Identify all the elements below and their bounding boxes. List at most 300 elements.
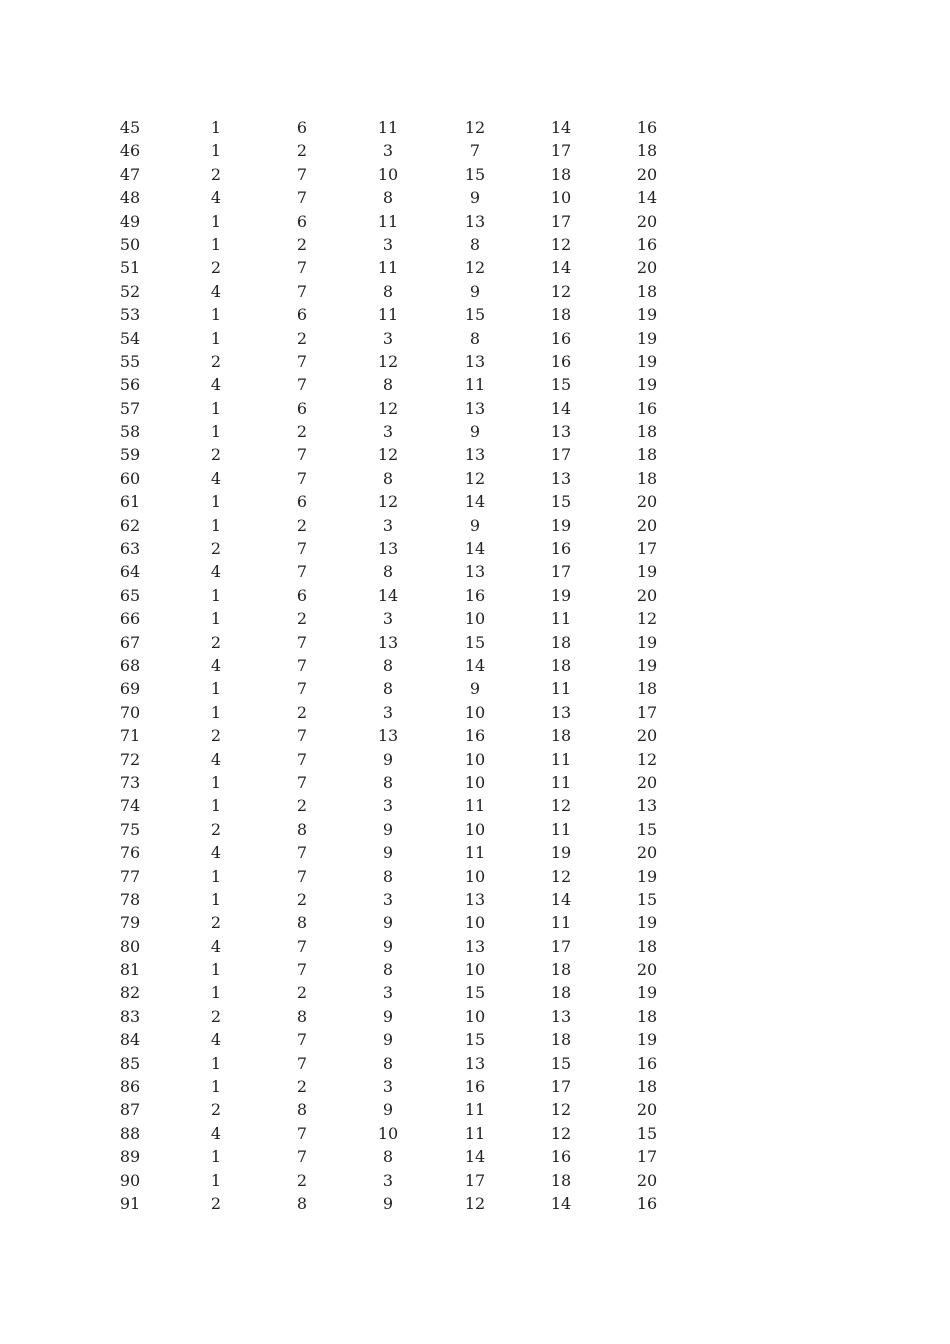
row-index-cell: 75 xyxy=(119,819,141,839)
table-cell: 14 xyxy=(550,1193,572,1213)
table-cell: 8 xyxy=(296,819,308,839)
row-index-cell: 71 xyxy=(119,726,141,746)
table-cell: 9 xyxy=(382,843,394,863)
row-index-cell: 55 xyxy=(119,351,141,371)
table-row xyxy=(0,748,950,771)
table-cell: 8 xyxy=(296,913,308,933)
table-cell: 7 xyxy=(296,960,308,980)
table-cell: 19 xyxy=(636,632,658,652)
table-cell: 4 xyxy=(210,188,222,208)
table-cell: 8 xyxy=(296,1100,308,1120)
table-cell: 11 xyxy=(550,913,572,933)
table-cell: 17 xyxy=(550,936,572,956)
table-cell: 18 xyxy=(550,305,572,325)
row-index-cell: 84 xyxy=(119,1030,141,1050)
table-cell: 3 xyxy=(382,983,394,1003)
table-cell: 6 xyxy=(296,211,308,231)
table-cell: 20 xyxy=(636,1100,658,1120)
table-cell: 1 xyxy=(210,422,222,442)
table-cell: 13 xyxy=(464,445,486,465)
table-cell: 18 xyxy=(550,1170,572,1190)
table-cell: 4 xyxy=(210,281,222,301)
table-cell: 17 xyxy=(636,1147,658,1167)
table-cell: 19 xyxy=(636,562,658,582)
row-index-cell: 59 xyxy=(119,445,141,465)
table-row xyxy=(0,373,950,396)
table-cell: 9 xyxy=(469,422,481,442)
table-cell: 14 xyxy=(464,539,486,559)
row-index-cell: 73 xyxy=(119,772,141,792)
table-cell: 19 xyxy=(636,913,658,933)
table-row xyxy=(0,210,950,233)
table-cell: 2 xyxy=(210,1006,222,1026)
row-index-cell: 54 xyxy=(119,328,141,348)
table-cell: 11 xyxy=(464,796,486,816)
table-cell: 20 xyxy=(636,211,658,231)
table-cell: 1 xyxy=(210,772,222,792)
table-cell: 7 xyxy=(296,1030,308,1050)
table-cell: 13 xyxy=(550,1006,572,1026)
table-cell: 16 xyxy=(550,328,572,348)
table-cell: 7 xyxy=(296,632,308,652)
table-row xyxy=(0,443,950,466)
table-cell: 9 xyxy=(382,913,394,933)
table-row xyxy=(0,163,950,186)
row-index-cell: 86 xyxy=(119,1077,141,1097)
table-cell: 20 xyxy=(636,164,658,184)
table-cell: 14 xyxy=(464,655,486,675)
table-cell: 6 xyxy=(296,118,308,137)
table-cell: 13 xyxy=(550,422,572,442)
table-row xyxy=(0,1075,950,1098)
table-cell: 11 xyxy=(377,211,399,231)
table-cell: 18 xyxy=(636,141,658,161)
table-row xyxy=(0,467,950,490)
row-index-cell: 70 xyxy=(119,702,141,722)
table-cell: 15 xyxy=(464,632,486,652)
row-index-cell: 81 xyxy=(119,960,141,980)
table-cell: 7 xyxy=(296,772,308,792)
table-cell: 14 xyxy=(377,585,399,605)
table-cell: 7 xyxy=(296,164,308,184)
table-cell: 11 xyxy=(464,1123,486,1143)
table-cell: 13 xyxy=(636,796,658,816)
table-row xyxy=(0,701,950,724)
table-cell: 12 xyxy=(550,866,572,886)
table-cell: 4 xyxy=(210,468,222,488)
table-row xyxy=(0,584,950,607)
row-index-cell: 87 xyxy=(119,1100,141,1120)
table-cell: 3 xyxy=(382,328,394,348)
table-row xyxy=(0,1145,950,1168)
table-row xyxy=(0,514,950,537)
table-cell: 10 xyxy=(464,819,486,839)
table-cell: 4 xyxy=(210,1030,222,1050)
table-cell: 4 xyxy=(210,562,222,582)
table-row xyxy=(0,139,950,162)
table-row xyxy=(0,794,950,817)
row-index-cell: 90 xyxy=(119,1170,141,1190)
table-cell: 12 xyxy=(464,258,486,278)
row-index-cell: 69 xyxy=(119,679,141,699)
table-cell: 14 xyxy=(550,118,572,137)
table-cell: 17 xyxy=(550,445,572,465)
row-index-cell: 57 xyxy=(119,398,141,418)
table-cell: 2 xyxy=(296,889,308,909)
table-cell: 17 xyxy=(550,1077,572,1097)
table-cell: 9 xyxy=(469,188,481,208)
table-cell: 7 xyxy=(296,351,308,371)
row-index-cell: 56 xyxy=(119,375,141,395)
table-cell: 10 xyxy=(550,188,572,208)
table-cell: 7 xyxy=(296,726,308,746)
table-cell: 18 xyxy=(636,422,658,442)
table-cell: 11 xyxy=(550,749,572,769)
table-row xyxy=(0,537,950,560)
table-cell: 1 xyxy=(210,515,222,535)
table-cell: 18 xyxy=(550,983,572,1003)
table-cell: 13 xyxy=(377,632,399,652)
table-cell: 15 xyxy=(464,305,486,325)
table-cell: 11 xyxy=(550,819,572,839)
table-cell: 4 xyxy=(210,843,222,863)
table-cell: 8 xyxy=(382,562,394,582)
table-cell: 11 xyxy=(464,1100,486,1120)
table-cell: 9 xyxy=(382,1030,394,1050)
table-cell: 17 xyxy=(550,562,572,582)
table-cell: 18 xyxy=(550,1030,572,1050)
table-cell: 9 xyxy=(469,515,481,535)
table-cell: 3 xyxy=(382,515,394,535)
row-index-cell: 58 xyxy=(119,422,141,442)
table-cell: 15 xyxy=(464,1030,486,1050)
table-row xyxy=(0,490,950,513)
table-cell: 15 xyxy=(464,164,486,184)
table-cell: 10 xyxy=(464,960,486,980)
row-index-cell: 48 xyxy=(119,188,141,208)
table-row xyxy=(0,631,950,654)
table-row xyxy=(0,607,950,630)
table-row xyxy=(0,233,950,256)
table-cell: 2 xyxy=(296,328,308,348)
table-cell: 18 xyxy=(550,655,572,675)
table-cell: 9 xyxy=(382,936,394,956)
table-row xyxy=(0,1028,950,1051)
table-cell: 11 xyxy=(464,843,486,863)
table-cell: 12 xyxy=(377,398,399,418)
table-cell: 12 xyxy=(377,445,399,465)
table-row xyxy=(0,116,950,139)
table-cell: 17 xyxy=(550,141,572,161)
table-cell: 16 xyxy=(464,726,486,746)
table-cell: 13 xyxy=(464,1053,486,1073)
table-cell: 11 xyxy=(377,118,399,137)
table-cell: 8 xyxy=(382,655,394,675)
row-index-cell: 78 xyxy=(119,889,141,909)
table-cell: 7 xyxy=(296,188,308,208)
table-cell: 16 xyxy=(636,398,658,418)
table-cell: 7 xyxy=(296,1123,308,1143)
table-cell: 11 xyxy=(377,258,399,278)
table-cell: 8 xyxy=(382,679,394,699)
table-cell: 9 xyxy=(469,281,481,301)
table-cell: 8 xyxy=(382,468,394,488)
table-cell: 4 xyxy=(210,655,222,675)
table-cell: 15 xyxy=(636,819,658,839)
table-cell: 12 xyxy=(464,468,486,488)
table-cell: 8 xyxy=(382,375,394,395)
table-cell: 12 xyxy=(550,796,572,816)
table-cell: 15 xyxy=(550,1053,572,1073)
table-row xyxy=(0,280,950,303)
table-cell: 15 xyxy=(636,889,658,909)
table-cell: 1 xyxy=(210,234,222,254)
table-cell: 2 xyxy=(296,422,308,442)
table-cell: 3 xyxy=(382,1170,394,1190)
table-cell: 19 xyxy=(636,351,658,371)
table-cell: 3 xyxy=(382,796,394,816)
table-cell: 18 xyxy=(550,632,572,652)
row-index-cell: 82 xyxy=(119,983,141,1003)
table-cell: 20 xyxy=(636,960,658,980)
table-cell: 8 xyxy=(382,866,394,886)
table-cell: 9 xyxy=(382,1193,394,1213)
row-index-cell: 53 xyxy=(119,305,141,325)
table-cell: 10 xyxy=(464,913,486,933)
table-cell: 10 xyxy=(464,866,486,886)
table-cell: 8 xyxy=(296,1193,308,1213)
table-cell: 19 xyxy=(550,585,572,605)
row-index-cell: 66 xyxy=(119,609,141,629)
row-index-cell: 62 xyxy=(119,515,141,535)
table-cell: 13 xyxy=(464,351,486,371)
table-cell: 2 xyxy=(296,796,308,816)
table-cell: 7 xyxy=(296,655,308,675)
row-index-cell: 72 xyxy=(119,749,141,769)
table-cell: 16 xyxy=(636,234,658,254)
table-cell: 13 xyxy=(464,562,486,582)
table-cell: 20 xyxy=(636,726,658,746)
table-cell: 2 xyxy=(296,983,308,1003)
table-cell: 12 xyxy=(464,1193,486,1213)
table-cell: 20 xyxy=(636,515,658,535)
table-cell: 1 xyxy=(210,211,222,231)
table-row xyxy=(0,186,950,209)
table-row xyxy=(0,724,950,747)
table-cell: 20 xyxy=(636,1170,658,1190)
table-cell: 2 xyxy=(296,1077,308,1097)
table-cell: 10 xyxy=(377,164,399,184)
table-cell: 2 xyxy=(296,702,308,722)
table-cell: 1 xyxy=(210,305,222,325)
table-cell: 15 xyxy=(550,375,572,395)
table-cell: 7 xyxy=(296,1147,308,1167)
table-cell: 7 xyxy=(296,843,308,863)
table-cell: 2 xyxy=(296,515,308,535)
table-row xyxy=(0,771,950,794)
table-cell: 15 xyxy=(464,983,486,1003)
table-cell: 12 xyxy=(550,234,572,254)
table-cell: 7 xyxy=(296,1053,308,1073)
table-cell: 14 xyxy=(464,492,486,512)
table-cell: 18 xyxy=(636,1077,658,1097)
row-index-cell: 51 xyxy=(119,258,141,278)
table-cell: 13 xyxy=(464,398,486,418)
table-cell: 8 xyxy=(382,1147,394,1167)
table-cell: 20 xyxy=(636,585,658,605)
table-row xyxy=(0,1169,950,1192)
table-cell: 3 xyxy=(382,702,394,722)
table-cell: 2 xyxy=(210,913,222,933)
table-cell: 1 xyxy=(210,118,222,137)
table-cell: 18 xyxy=(550,726,572,746)
table-cell: 12 xyxy=(464,118,486,137)
table-cell: 1 xyxy=(210,1077,222,1097)
table-row xyxy=(0,888,950,911)
table-cell: 19 xyxy=(636,655,658,675)
table-cell: 8 xyxy=(469,234,481,254)
table-cell: 9 xyxy=(382,749,394,769)
data-table xyxy=(0,116,950,1215)
table-cell: 16 xyxy=(636,1193,658,1213)
table-cell: 13 xyxy=(464,936,486,956)
table-cell: 16 xyxy=(464,585,486,605)
table-row xyxy=(0,1005,950,1028)
row-index-cell: 79 xyxy=(119,913,141,933)
table-cell: 17 xyxy=(464,1170,486,1190)
table-cell: 19 xyxy=(550,843,572,863)
table-cell: 14 xyxy=(550,398,572,418)
row-index-cell: 61 xyxy=(119,492,141,512)
table-cell: 13 xyxy=(377,726,399,746)
table-cell: 2 xyxy=(296,1170,308,1190)
table-cell: 19 xyxy=(636,1030,658,1050)
table-cell: 1 xyxy=(210,889,222,909)
table-cell: 7 xyxy=(469,141,481,161)
row-index-cell: 80 xyxy=(119,936,141,956)
table-cell: 18 xyxy=(636,936,658,956)
table-cell: 18 xyxy=(636,281,658,301)
table-cell: 11 xyxy=(377,305,399,325)
table-cell: 3 xyxy=(382,889,394,909)
row-index-cell: 65 xyxy=(119,585,141,605)
table-row xyxy=(0,560,950,583)
table-row xyxy=(0,397,950,420)
table-cell: 18 xyxy=(550,164,572,184)
table-cell: 8 xyxy=(382,188,394,208)
table-cell: 8 xyxy=(382,960,394,980)
table-cell: 12 xyxy=(636,609,658,629)
table-cell: 8 xyxy=(469,328,481,348)
table-cell: 6 xyxy=(296,492,308,512)
table-cell: 1 xyxy=(210,585,222,605)
table-cell: 20 xyxy=(636,772,658,792)
table-cell: 10 xyxy=(464,609,486,629)
row-index-cell: 74 xyxy=(119,796,141,816)
table-cell: 11 xyxy=(550,679,572,699)
table-cell: 19 xyxy=(636,328,658,348)
table-cell: 18 xyxy=(636,468,658,488)
table-cell: 11 xyxy=(550,772,572,792)
table-cell: 1 xyxy=(210,702,222,722)
table-row xyxy=(0,1098,950,1121)
table-row xyxy=(0,841,950,864)
table-row xyxy=(0,958,950,981)
table-cell: 2 xyxy=(210,164,222,184)
table-cell: 1 xyxy=(210,679,222,699)
table-row xyxy=(0,256,950,279)
table-cell: 7 xyxy=(296,375,308,395)
table-cell: 20 xyxy=(636,258,658,278)
table-cell: 18 xyxy=(550,960,572,980)
table-cell: 7 xyxy=(296,445,308,465)
table-row xyxy=(0,865,950,888)
table-row xyxy=(0,420,950,443)
table-row xyxy=(0,327,950,350)
table-cell: 14 xyxy=(550,258,572,278)
table-cell: 12 xyxy=(636,749,658,769)
table-cell: 18 xyxy=(636,679,658,699)
table-row xyxy=(0,1052,950,1075)
table-cell: 4 xyxy=(210,1123,222,1143)
table-cell: 16 xyxy=(550,351,572,371)
table-cell: 6 xyxy=(296,585,308,605)
table-cell: 6 xyxy=(296,305,308,325)
table-cell: 17 xyxy=(636,702,658,722)
table-cell: 3 xyxy=(382,609,394,629)
table-cell: 7 xyxy=(296,936,308,956)
table-cell: 1 xyxy=(210,492,222,512)
table-cell: 2 xyxy=(210,351,222,371)
row-index-cell: 67 xyxy=(119,632,141,652)
table-row xyxy=(0,303,950,326)
table-cell: 12 xyxy=(550,281,572,301)
row-index-cell: 68 xyxy=(119,655,141,675)
table-cell: 16 xyxy=(550,1147,572,1167)
row-index-cell: 49 xyxy=(119,211,141,231)
table-cell: 2 xyxy=(210,445,222,465)
table-cell: 12 xyxy=(377,492,399,512)
table-cell: 10 xyxy=(464,772,486,792)
row-index-cell: 85 xyxy=(119,1053,141,1073)
table-cell: 14 xyxy=(464,1147,486,1167)
table-row xyxy=(0,818,950,841)
table-cell: 9 xyxy=(382,819,394,839)
table-cell: 13 xyxy=(550,468,572,488)
table-cell: 4 xyxy=(210,375,222,395)
row-index-cell: 64 xyxy=(119,562,141,582)
table-row xyxy=(0,350,950,373)
table-cell: 10 xyxy=(464,702,486,722)
table-cell: 9 xyxy=(382,1100,394,1120)
table-cell: 1 xyxy=(210,141,222,161)
table-cell: 19 xyxy=(636,305,658,325)
table-cell: 1 xyxy=(210,866,222,886)
table-cell: 16 xyxy=(636,1053,658,1073)
row-index-cell: 47 xyxy=(119,164,141,184)
table-cell: 7 xyxy=(296,749,308,769)
table-cell: 10 xyxy=(464,1006,486,1026)
table-cell: 7 xyxy=(296,539,308,559)
table-cell: 6 xyxy=(296,398,308,418)
table-cell: 9 xyxy=(469,679,481,699)
table-cell: 19 xyxy=(636,983,658,1003)
table-cell: 2 xyxy=(210,258,222,278)
table-cell: 1 xyxy=(210,609,222,629)
table-row xyxy=(0,935,950,958)
table-cell: 1 xyxy=(210,398,222,418)
table-cell: 7 xyxy=(296,258,308,278)
